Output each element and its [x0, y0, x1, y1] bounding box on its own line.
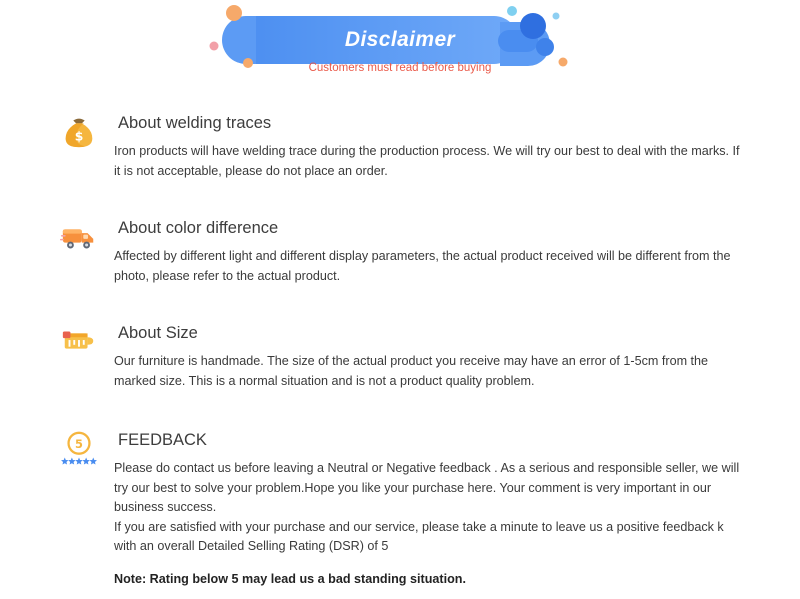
- money-bag-icon: [60, 112, 98, 150]
- section-title: About color difference: [118, 219, 279, 237]
- section-body: [114, 352, 744, 391]
- banner: [0, 0, 800, 92]
- section-title: FEEDBACK: [118, 431, 207, 449]
- section-welding-traces: [0, 110, 800, 181]
- banner-subtitle: Customers must read before buying: [308, 62, 492, 74]
- section-size: [0, 320, 800, 391]
- feedback-note: Note: Rating below 5 may lead us a bad standing situation.: [114, 571, 466, 586]
- section-paragraph: Affected by different light and different display parameters, the actual product received will be different from the photo, please refer to the actual product.: [114, 249, 731, 283]
- section-paragraph: Iron products will have welding trace during the production process. We will try our best to deal with the marks. If it is not acceptable, please do not place an order.: [114, 144, 740, 178]
- section-paragraph: Our furniture is handmade. The size of the actual product you receive may have an error of 1-5cm from the marked size. This is a normal situation and is not a product quality problem.: [114, 354, 709, 388]
- svg-text:5: 5: [75, 437, 83, 451]
- section-title: About Size: [118, 324, 198, 342]
- ruler-measure-icon: [60, 322, 98, 360]
- section-feedback: [0, 427, 800, 589]
- svg-text:$: $: [74, 129, 84, 144]
- section-body: [114, 142, 744, 181]
- section-body: [114, 459, 744, 589]
- five-star-rating-icon: [60, 429, 98, 467]
- banner-title: Disclaimer: [344, 28, 456, 51]
- section-body: [114, 247, 744, 286]
- section-color-difference: [0, 215, 800, 286]
- delivery-truck-icon: [60, 217, 98, 255]
- sections-container: [0, 92, 800, 589]
- section-paragraph: If you are satisfied with your purchase and our service, please take a minute to leave us a positive feedback k with an overall Detailed Selling Rating (DSR) of 5: [114, 519, 724, 553]
- section-title: About welding traces: [118, 114, 272, 132]
- section-paragraph: Please do contact us before leaving a Neutral or Negative feedback . As a serious and responsible seller, we will try our best to solve your problem.Hope you like your purchase here. Your comment is very important in our business success.: [114, 461, 740, 514]
